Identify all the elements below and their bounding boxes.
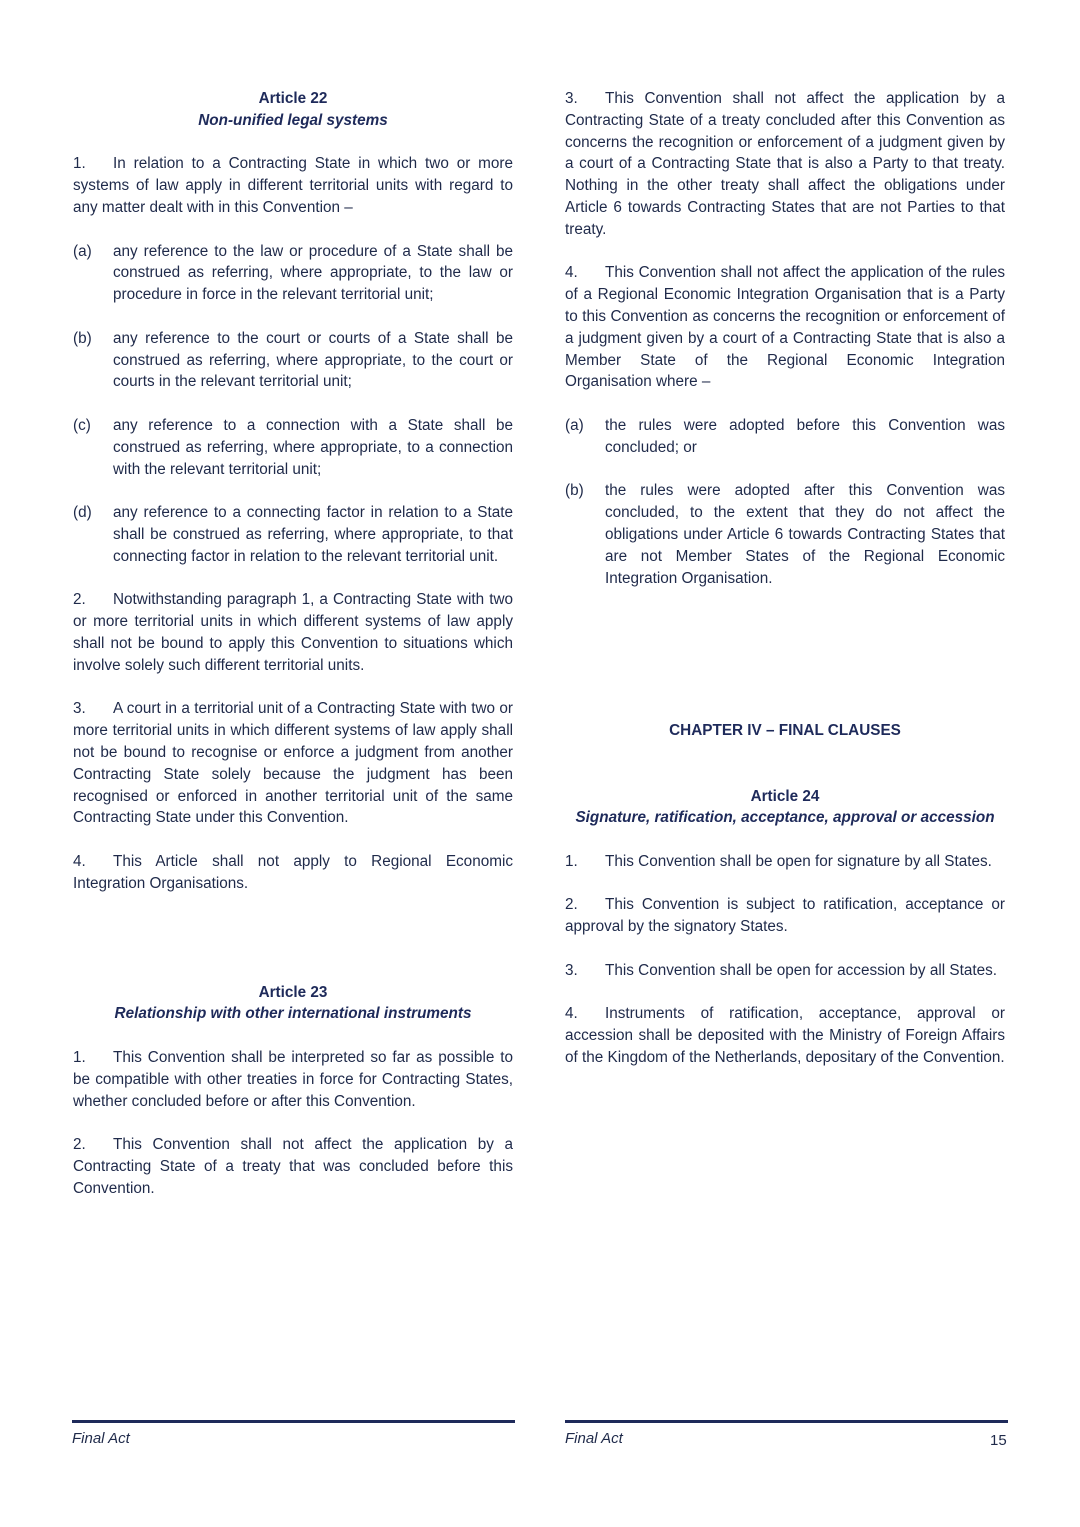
article-22-item-b: (b) any reference to the court or courts of a State shall be construed as referring, where appropriate, to the court or courts in the relevant territorial unit;: [73, 329, 513, 391]
article-24-heading: [565, 786, 1005, 830]
article-22-paragraph-1: 1. In relation to a Contracting State in which two or more systems of law apply in different territorial units with regard to any matter dealt with in this Convention –: [73, 155, 513, 216]
article-22-item-a: (a) any reference to the law or procedure of a State shall be construed as referring, where appropriate, to the law or procedure in force in the relevant territorial unit;: [73, 242, 513, 304]
page-number: 15: [990, 1432, 1007, 1449]
article-24-paragraph-1: 1. This Convention shall be open for signature by all States.: [565, 852, 992, 870]
article-22-heading: [73, 88, 513, 132]
article-24-subtitle: Signature, ratification, acceptance, approval or accession: [575, 809, 995, 827]
right-footer-rule: [565, 1420, 1008, 1423]
right-footer-text: Final Act: [565, 1430, 623, 1447]
left-footer-rule: [72, 1420, 515, 1423]
right-column: [565, 88, 1005, 1091]
article-24-paragraph-3: 3. This Convention shall be open for accession by all States.: [565, 961, 997, 979]
article-22-paragraph-3: 3. A court in a territorial unit of a Contracting State with two or more territorial units in which different systems of law apply shall not be bound to recognise or enforce a judgment from another Contracting State solely because the judgment has been recognised or enforced in another territorial unit of the same Contracting State under this Convention.: [73, 700, 513, 827]
article-22-title: Article 22: [258, 90, 328, 107]
article-23-paragraph-3: 3. This Convention shall not affect the application by a Contracting State of a treaty concluded after this Convention as concerns the recognition or enforcement of a judgment given by a court of a Contracting State that is also a Party to that treaty. Nothing in the other treaty shall affect the obligations under Article 6 towards Contracting States that are not Parties to that treaty.: [565, 90, 1005, 238]
article-22-paragraph-4: 4. This Article shall not apply to Regional Economic Integration Organisations.: [73, 852, 513, 892]
left-column: [73, 88, 513, 1221]
article-23-item-b: (b) the rules were adopted after this Convention was concluded, to the extent that they do not affect the obligations under Article 6 towards Contracting States that are not Member States of the Regional Economic Integration Organisation.: [565, 482, 1005, 587]
article-23-paragraph-2: 2. This Convention shall not affect the application by a Contracting State of a treaty that was concluded before this Convention.: [73, 1136, 513, 1197]
article-23-title: Article 23: [258, 983, 328, 1001]
article-23-paragraph-4: 4. This Convention shall not affect the application of the rules of a Regional Economic Integration Organisation that is a Party to this Convention as concerns the recognition or enforcement of a judgment given by a court of a Contracting State that is also a Member State of the Regional Economic Integration Organisation where –: [565, 264, 1005, 391]
article-23-paragraph-1: 1. This Convention shall be interpreted so far as possible to be compatible with other treaties in force for Contracting States, whether concluded before or after this Convention.: [73, 1049, 513, 1110]
article-22-item-c: (c) any reference to a connection with a State shall be construed as referring, where appropriate, to a connection with the relevant territorial unit;: [73, 416, 513, 478]
article-24-title: Article 24: [750, 787, 820, 805]
article-23-item-a: (a) the rules were adopted before this Convention was concluded; or: [565, 416, 1005, 456]
article-22-subtitle: Non-unified legal systems: [198, 111, 388, 129]
article-22-paragraph-2: 2. Notwithstanding paragraph 1, a Contracting State with two or more territorial units in which different systems of law apply shall not be bound to apply this Convention to situations which involve solely such different territorial units.: [73, 591, 513, 674]
article-23-heading: [73, 982, 513, 1026]
left-footer-text: Final Act: [72, 1430, 130, 1447]
chapter-heading: CHAPTER IV – FINAL CLAUSES: [669, 722, 901, 740]
article-24-paragraph-2: 2. This Convention is subject to ratification, acceptance or approval by the signatory States.: [565, 896, 1005, 936]
article-22-item-d: (d) any reference to a connecting factor in relation to a State shall be construed as referring, where appropriate, to that connecting factor in relation to the relevant territorial unit.: [73, 504, 513, 565]
article-23-subtitle: Relationship with other international instruments: [114, 1005, 472, 1023]
article-24-paragraph-4: 4. Instruments of ratification, acceptance, approval or accession shall be deposited with the Ministry of Foreign Affairs of the Kingdom of the Netherlands, depositary of the Convention.: [565, 1005, 1005, 1067]
